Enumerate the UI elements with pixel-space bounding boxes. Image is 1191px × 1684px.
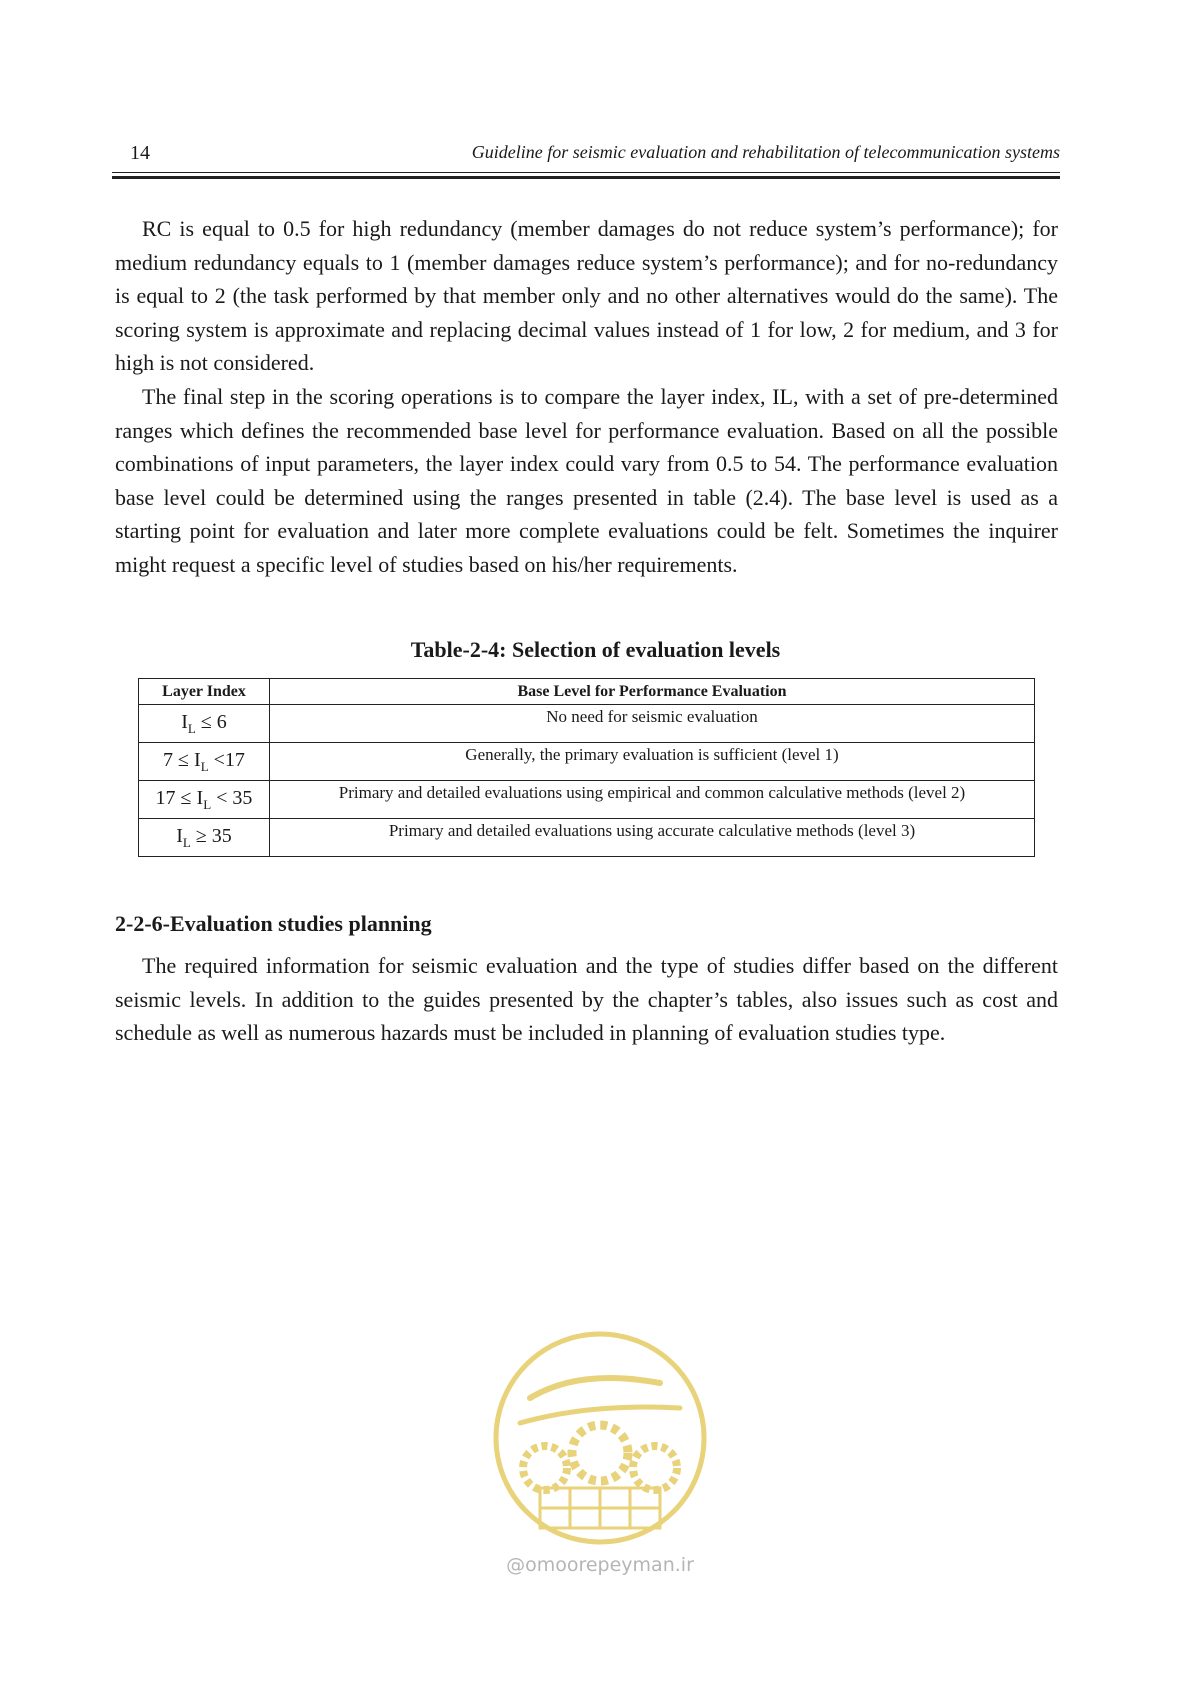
base-level-cell: Generally, the primary evaluation is sufficient (level 1) (270, 743, 1035, 781)
table-caption: Table-2-4: Selection of evaluation levels (410, 637, 781, 662)
base-level-cell: Primary and detailed evaluations using accurate calculative methods (level 3) (270, 819, 1035, 857)
layer-index-cell: $7 \le I_L <17$ (139, 743, 270, 781)
paragraph-planning: The required information for seismic evaluation and the type of studies differ based on the different seismic levels. In addition to the guides presented by the chapter’s tables, also issues such as cost and schedule as well as numerous hazards must be included in planning of evaluation studies type. (115, 953, 1058, 1045)
table-row (139, 743, 1035, 781)
layer-index-cell: $I_L \ge 35$ (139, 819, 270, 857)
watermark-text: @omoorepeyman.ir (506, 1554, 694, 1576)
table-row (139, 819, 1035, 857)
paragraph-redundancy: RC is equal to 0.5 for high redundancy (member damages do not reduce system’s performance); for medium redundancy equals to 1 (member damages reduce system’s performance); and for no-redundancy is equal to 2 (the task performed by that member only and no other alternatives would do the same). The scoring system is approximate and replacing decimal values instead of 1 for low, 2 for medium, and 3 for high is not considered. (115, 216, 1058, 375)
watermark (490, 1328, 710, 1588)
layer-index-cell: $17 \le I_L < 35$ (139, 781, 270, 819)
page-number: 14 (130, 142, 150, 164)
running-title: Guideline for seismic evaluation and rehabilitation of telecommunication systems (471, 142, 1060, 162)
table-row (139, 705, 1035, 743)
layer-index-cell: $I_L \le 6$ (139, 705, 270, 743)
section-heading: 2-2-6-Evaluation studies planning (115, 911, 432, 936)
table-header-row (139, 679, 1035, 705)
watermark-logo (490, 1328, 710, 1548)
header-rule-thick (112, 176, 1060, 179)
column-header-layer-index: Layer Index (139, 679, 270, 705)
table-row (139, 781, 1035, 819)
base-level-cell: No need for seismic evaluation (270, 705, 1035, 743)
paragraph-final-step: The final step in the scoring operations is to compare the layer index, IL, with a set of pre-determined ranges which defines the recommended base level for performance evaluation. Based on all the possible combinations of input parameters, the layer index could vary from 0.5 to 54. The performance evaluation base level could be determined using the ranges presented in table (2.4). The base level is used as a starting point for evaluation and later more complete evaluations could be felt. Sometimes the inquirer might request a specific level of studies based on his/her requirements. (115, 384, 1058, 577)
base-level-cell: Primary and detailed evaluations using empirical and common calculative methods (level 2) (270, 781, 1035, 819)
column-header-base-level: Base Level for Performance Evaluation (270, 679, 1035, 705)
evaluation-levels-table (138, 678, 1035, 857)
page-header (115, 142, 1060, 172)
header-rule-thin (112, 172, 1060, 173)
